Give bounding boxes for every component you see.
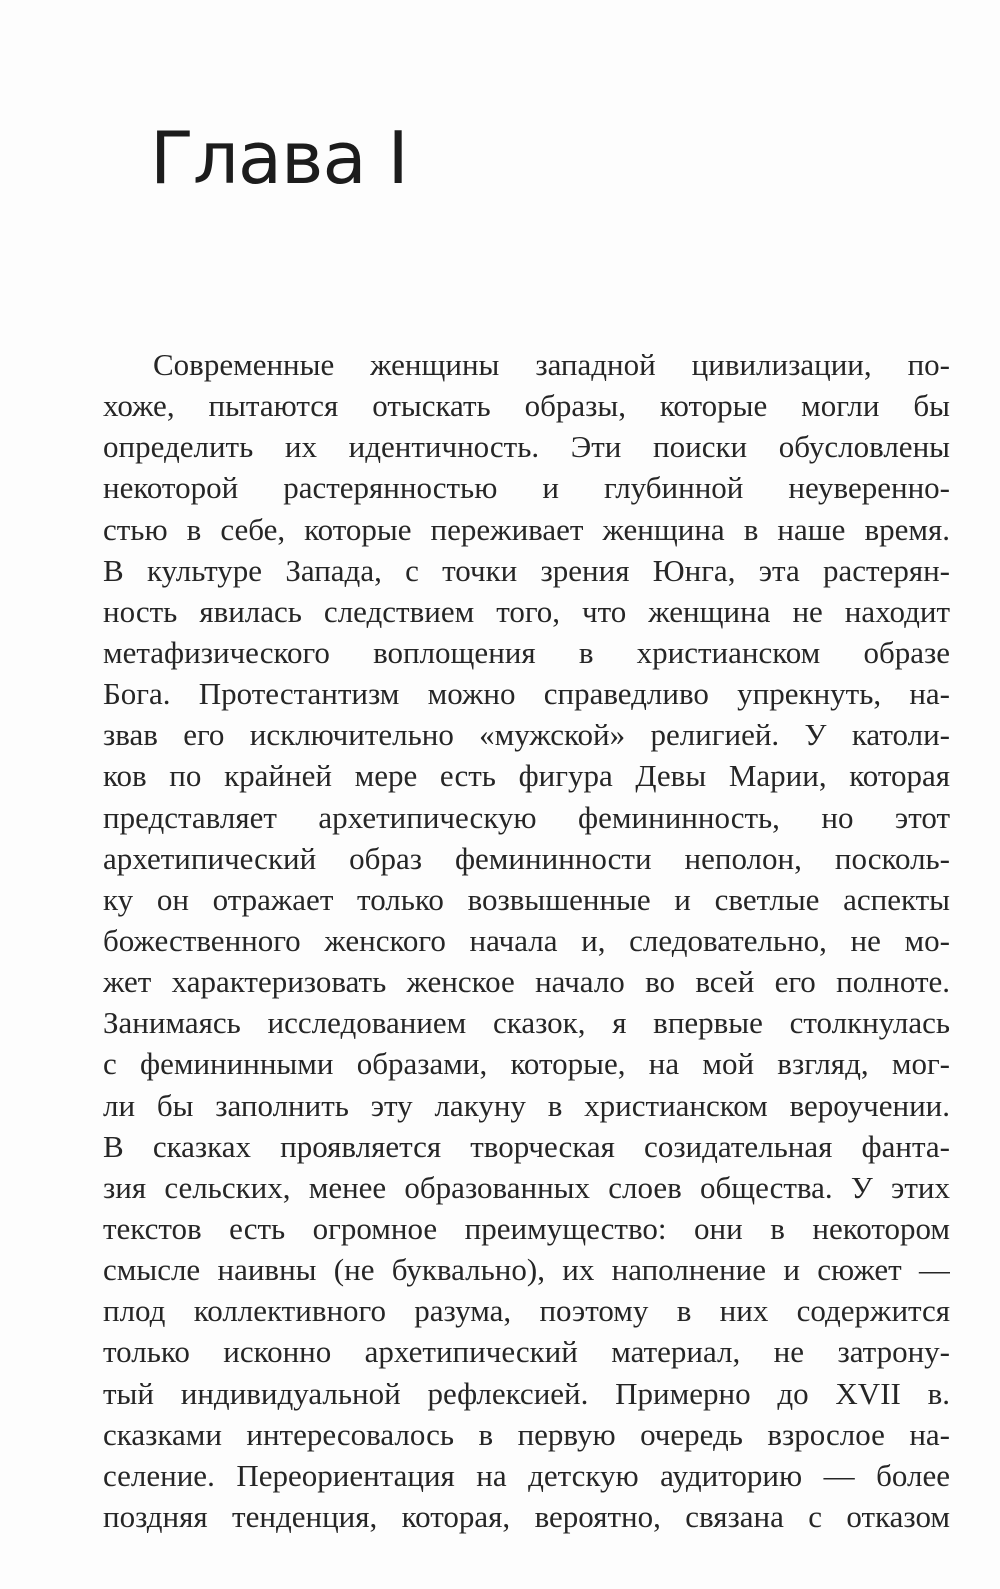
text-line: Занимаясь исследованием сказок, я впервые столкнулась <box>103 1005 950 1041</box>
text-line: божественного женского начала и, следовательно, не мо- <box>103 922 950 958</box>
text-line: метафизического воплощения в христианском образе <box>103 634 950 670</box>
text-line: только исконно архетипический материал, не затрону- <box>103 1334 950 1370</box>
text-line: жет характеризовать женское начало во всей его полноте. <box>103 964 950 1000</box>
chapter-body-paragraph <box>103 344 950 1537</box>
chapter-title: Глава I <box>150 116 408 200</box>
text-line: тый индивидуальной рефлексией. Примерно до XVII в. <box>103 1375 950 1411</box>
text-line: плод коллективного разума, поэтому в них содержится <box>103 1293 950 1329</box>
text-line: с фемининными образами, которые, на мой взгляд, мог- <box>103 1046 950 1082</box>
text-line: звав его исключительно «мужской» религией. У католи- <box>103 717 950 753</box>
text-line: ли бы заполнить эту лакуну в христианском вероучении. <box>103 1087 950 1123</box>
text-line: определить их идентичность. Эти поиски обусловлены <box>103 429 950 465</box>
text-line: смысле наивны (не буквально), их наполнение и сюжет — <box>103 1252 950 1288</box>
text-line: Бога. Протестантизм можно справедливо упрекнуть, на- <box>103 676 950 712</box>
text-line: ков по крайней мере есть фигура Девы Марии, которая <box>103 758 950 794</box>
text-line: ку он отражает только возвышенные и светлые аспекты <box>103 881 950 917</box>
text-line: стью в себе, которые переживает женщина в наше время. <box>103 511 950 547</box>
text-line: В сказках проявляется творческая созидательная фанта- <box>103 1128 950 1164</box>
text-line: некоторой растерянностью и глубинной неуверенно- <box>103 470 950 506</box>
text-line: зия сельских, менее образованных слоев общества. У этих <box>103 1169 950 1205</box>
text-line: хоже, пытаются отыскать образы, которые могли бы <box>103 388 950 424</box>
text-line: текстов есть огромное преимущество: они в некотором <box>103 1210 950 1246</box>
text-line: ность явилась следствием того, что женщина не находит <box>103 593 950 629</box>
text-line: Современные женщины западной цивилизации, по- <box>153 347 950 382</box>
text-line: селение. Переориентация на детскую аудиторию — более <box>103 1457 950 1493</box>
text-line: представляет архетипическую фемининность, но этот <box>103 799 950 835</box>
text-line: архетипический образ фемининности неполон, посколь- <box>103 840 950 876</box>
text-line: сказками интересовалось в первую очередь взрослое на- <box>103 1416 950 1452</box>
text-line: В культуре Запада, с точки зрения Юнга, эта растерян- <box>103 552 950 588</box>
text-line: поздняя тенденция, которая, вероятно, связана с отказом <box>103 1498 950 1534</box>
